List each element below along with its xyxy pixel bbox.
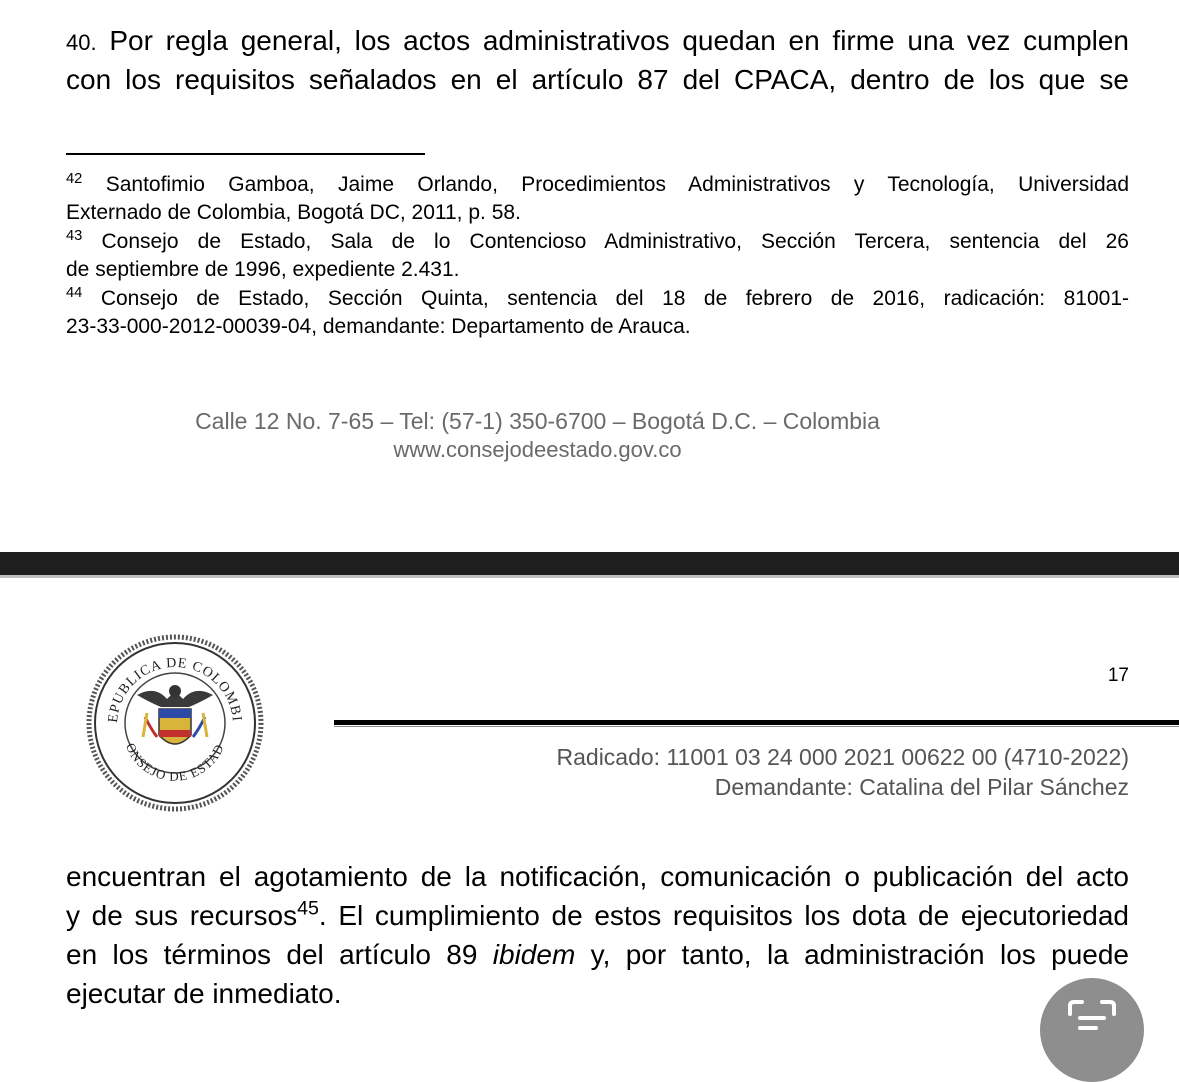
radicado-text: Radicado: 11001 03 24 000 2021 00622 00 (4710-2022)	[556, 744, 1129, 770]
demandante-text: Demandante: Catalina del Pilar Sánchez	[714, 774, 1129, 800]
footnote-ref-45: 45	[297, 897, 319, 920]
paragraph-line: y de sus recursos$^{45}$. El cumplimiento de estos requisitos los dota de ejecutoriedad	[66, 897, 1129, 931]
paragraph-line: con los requisitos señalados en el artículo 87 del CPACA, dentro de los que se	[66, 64, 1129, 95]
footnote-42: $^{42}$ Santofimio Gamboa, Jaime Orlando, Procedimientos Administrativos y Tecnología, Universidad Externado de Colombia, Bogotá DC, 2011, p. 58.	[66, 171, 1130, 224]
paragraph-line: ejecutar de inmediato.	[66, 978, 342, 1009]
paragraph-line: 40. Por regla general, los actos administrativos quedan en firme una vez cumplen	[66, 25, 1130, 56]
svg-text:REPUBLICA DE COLOMBIA: EPUBLICA DE COLOMBI	[105, 655, 244, 724]
footnote-43: $^{43}$ Consejo de Estado, Sala de lo Contencioso Administrativo, Sección Tercera, sentencia del 26 de septiembre de 1996, expediente 2.431.	[66, 228, 1129, 281]
page-divider	[0, 552, 1179, 578]
svg-text:CONSEJO DE ESTADO: ONSEJO DE ESTAD	[122, 740, 227, 784]
footer-url: www.consejodeestado.gov.co	[393, 437, 682, 462]
header-rule	[334, 720, 1179, 725]
paragraph-line: en los términos del artículo 89 ibidem y, por tanto, la administración los puede	[66, 939, 1129, 970]
text-scan-button[interactable]	[1040, 978, 1144, 1082]
consejo-de-estado-seal	[85, 633, 265, 813]
footnote-separator	[66, 153, 425, 155]
paragraph-line: encuentran el agotamiento de la notificación, comunicación o publicación del acto	[66, 861, 1129, 892]
page-number: 17	[1107, 665, 1129, 686]
text-scan-icon	[1066, 998, 1118, 1038]
footer-address: Calle 12 No. 7-65 – Tel: (57-1) 350-6700 – Bogotá D.C. – Colombia	[195, 408, 880, 434]
footnote-44: $^{44}$ Consejo de Estado, Sección Quinta, sentencia del 18 de febrero de 2016, radicación: 81001- 23-33-000-2012-00039-04, demandante: Departamento de Arauca.	[66, 285, 1129, 338]
document-page-bottom	[0, 578, 1179, 1035]
paragraph-number: 40.	[66, 30, 97, 55]
